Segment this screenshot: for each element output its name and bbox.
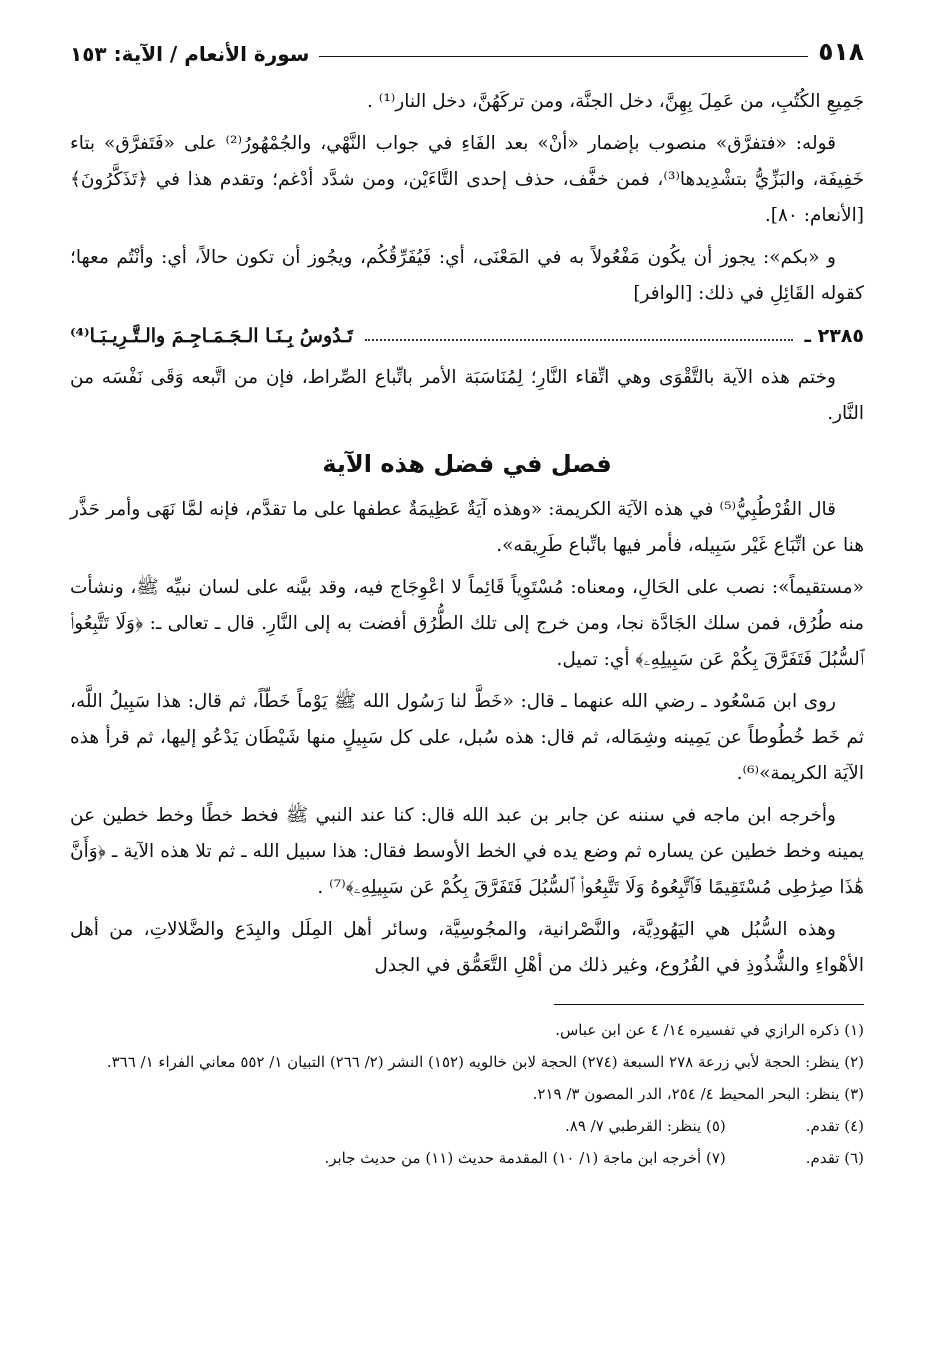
verse-dotted-line [365, 339, 793, 341]
page-header [70, 30, 864, 66]
footnote-row [70, 1111, 864, 1141]
footnote: (٤) تقدم. [805, 1117, 864, 1135]
paragraph: وختم هذه الآية بالتَّقْوَى وهي اتِّقاء النَّارِ؛ لِمُنَاسَبَة الأمر باتِّباع الصِّراط، فإن من اتَّبعه وَقَى نَفْسَه من النَّار. [70, 367, 864, 424]
paragraph: قال القُرْطُبِيُّ⁽⁵⁾ في هذه الآيَة الكريمة: «وهذه آيَةٌ عَظِيمَةٌ عطفها على ما تقدَّم، فإنه لمَّا نَهَى وأمر حَذَّر هنا عن اتِّبَاع غَيْر سَبِيله، فأمر فيها باتِّباع طَرِيقه». [70, 499, 864, 556]
footnote: (٢) ينظر: الحجة لأبي زرعة ٢٧٨ السبعة (٢٧٤) الحجة لابن خالويه (١٥٢) النشر (٢/ ٢٦٦) التبيان ١/ ٥٥٢ معاني الفراء ١/ ٣٦٦. [106, 1053, 864, 1071]
footnote: (٣) ينظر: البحر المحيط ٤/ ٢٥٤، الدر المصون ٣/ ٢١٩. [532, 1085, 864, 1103]
main-text [70, 84, 864, 984]
paragraph: وهذه السُّبُل هي اليَهُودِيَّة، والنَّصْرانية، والمجُوسِيَّة، وسائر أهل المِلَل والبِدَع والضَّلالاتِ، من أهل الأهْواءِ والشُّذُوذِ في الفُرُوع، وغير ذلك من أهْلِ التَّعَمُّق في الجدل [70, 919, 864, 976]
surah-title: سورة الأنعام / الآية: ١٥٣ [70, 42, 310, 66]
header-rule [319, 56, 808, 57]
section-title: فصل في فضل هذه الآية [322, 450, 612, 478]
poetry-verse [70, 318, 864, 354]
paragraph: «مستقيماً»: نصب على الحَالِ، ومعناه: مُسْتَوِياً قَائِماً لا اعْوِجَاج فيه، وقد بيَّنه على لسان نبيِّه ﷺ، ونشأت منه طُرُق، فمن سلك الجَادَّة نجا، ومن خرج إلى تلك الطُّرُق أفضت به إلى النَّارِ. قال ـ تعالى ـ: ﴿وَلَا تَتَّبِعُوا۟ ٱلسُّبُلَ فَتَفَرَّقَ بِكُمْ عَن سَبِيلِهِۦ﴾ أي: تميل. [70, 577, 864, 670]
footnotes [70, 1015, 864, 1173]
footnote: (٧) أخرجه ابن ماجة (١/ ١٠) المقدمة حديث (١١) من حديث جابر. [324, 1149, 726, 1167]
footnote-divider [554, 1004, 864, 1005]
paragraph: جَمِيعِ الكُتُبِ، من عَمِلَ بِهِنَّ، دخل الجنَّة، ومن تركَهُنَّ، دخل النار⁽¹⁾ . [367, 91, 864, 112]
paragraph: روى ابن مَسْعُود ـ رضي الله عنهما ـ قال: «خَطَّ لنا رَسُول الله ﷺ يَوْماً خَطّاً، ثم قال: هذا سَبِيلُ اللَّه، ثم خَط خُطُوطاً عن يَمِينه وشِمَاله، ثم قال: هذه سُبل، على كل سَبِيلٍ منها شَيْطَان يَدْعُو إليها، ثم قرأ هذه الآيَة الكريمة»⁽⁶⁾. [70, 691, 864, 784]
footnote: (٥) ينظر: القرطبي ٧/ ٨٩. [564, 1117, 726, 1135]
book-page [70, 30, 864, 1350]
paragraph: و «بكم»: يجوز أن يكُون مَفْعُولاً به في المَعْنَى، أي: فَيُفَرِّقُكُم، ويجُوز أن تكون حالاً، أي: وأنْتُم معها؛ كقوله القَائِلِ في ذلك: [الوافر] [70, 247, 864, 304]
verse-text: تَـدُوسُ بِـنَـا الـجَـمَـاجِـمَ والـتَّـرِيـبَـا⁽⁴⁾ [70, 325, 353, 347]
footnote: (١) ذكره الرازي في تفسيره ١٤/ ٤ عن ابن عباس. [555, 1021, 864, 1039]
paragraph: قوله: «فتفرَّق» منصوب بإضمار «أنْ» بعد الفَاءِ في جواب النَّهْي، والجُمْهُورُ⁽²⁾ على «فَتَفرَّق» بتاء خَفِيفَة، والبَزِّيُّ بتشْدِيدها⁽³⁾، فمن خفَّف، حذف إحدى التَّاءَيْن، ومن شدَّد أدْغم؛ وتقدم هذا في ﴿تَذَكَّرُونَ﴾ [الأنعام: ٨٠]. [70, 133, 865, 226]
footnote-row [70, 1143, 864, 1173]
paragraph: وأخرجه ابن ماجه في سننه عن جابر بن عبد الله قال: كنا عند النبي ﷺ فخط خطًا وخط خطين عن يمينه وخط خطين عن يساره ثم وضع يده في الخط الأوسط فقال: هذا سبيل الله ـ ثم تلا هذه الآية ـ ﴿وَأَنَّ هَٰذَا صِرَٰطِى مُسْتَقِيمًا فَٱتَّبِعُوهُ وَلَا تَتَّبِعُوا۟ ٱلسُّبُلَ فَتَفَرَّقَ بِكُمْ عَن سَبِيلِهِۦ﴾⁽⁷⁾ . [70, 805, 864, 898]
page-number: ٥١٨ [818, 37, 864, 66]
footnote: (٦) تقدم. [805, 1149, 864, 1167]
verse-number: ٢٣٨٥ ـ [804, 325, 864, 347]
